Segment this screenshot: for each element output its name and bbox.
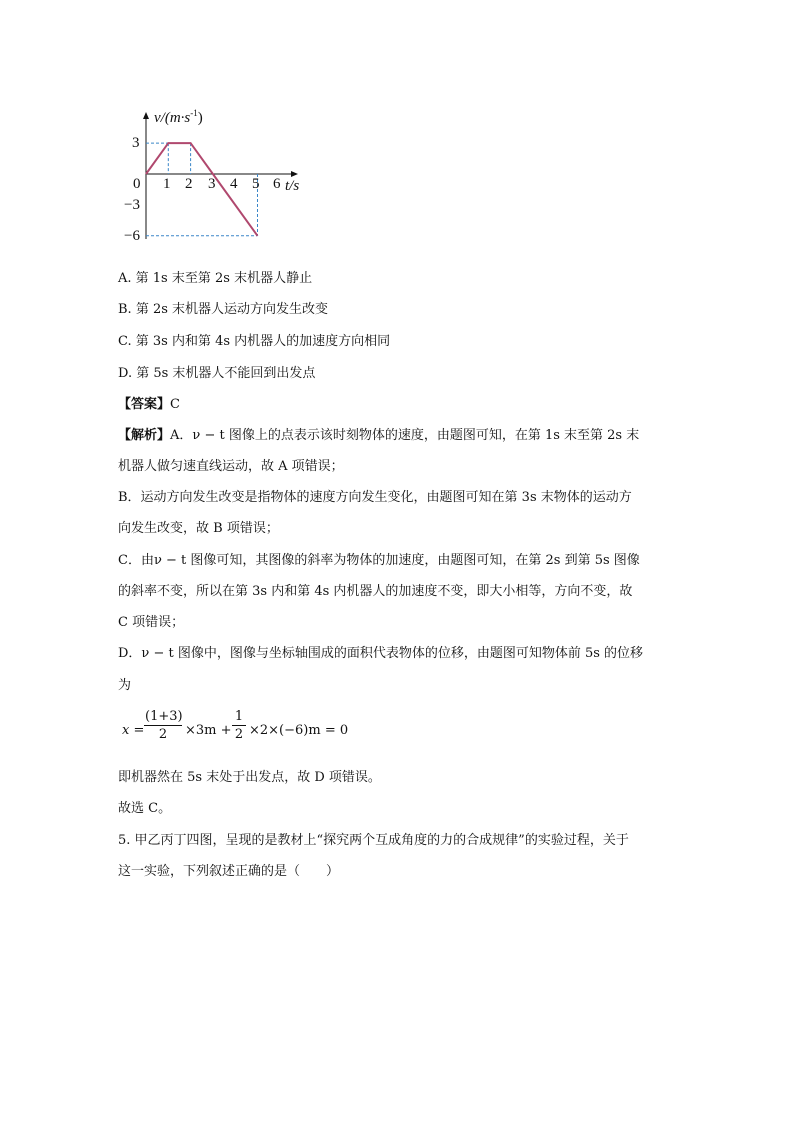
question-5-line-2: 这一实验，下列叙述正确的是（ ） xyxy=(118,864,340,879)
y-tick-3: 3 xyxy=(132,135,140,151)
x-tick-1: 1 xyxy=(163,176,171,192)
displacement-formula xyxy=(118,708,378,752)
y-tick-neg6: −6 xyxy=(124,228,140,244)
answer-line xyxy=(118,396,180,414)
option-c: C. 第 3s 内和第 4s 内机器人的加速度方向相同 xyxy=(118,334,391,349)
analysis-text-1: A．ν − t 图像上的点表示该时刻物体的速度，由题图可知，在第 1s 末至第 2s 末 xyxy=(170,428,640,443)
analysis-line-7: C 项错误； xyxy=(118,615,185,630)
option-d: D. 第 5s 末机器人不能回到出发点 xyxy=(118,366,316,381)
x-tick-3: 3 xyxy=(208,176,216,192)
fraction-1-denominator: 2 xyxy=(158,727,168,742)
option-a: A. 第 1s 末至第 2s 末机器人静止 xyxy=(118,271,313,286)
analysis-line-4: 向发生改变，故 B 项错误； xyxy=(118,521,279,536)
analysis-line-2: 机器人做匀速直线运动，故 A 项错误； xyxy=(118,459,344,474)
fraction-2-numerator: 1 xyxy=(232,708,246,726)
analysis-line-3: B．运动方向发生改变是指物体的速度方向发生变化，由题图可知在第 3s 末物体的运动方 xyxy=(118,490,632,505)
analysis-line-1 xyxy=(118,427,639,445)
fraction-2 xyxy=(232,708,246,743)
x-tick-4: 4 xyxy=(230,176,238,192)
option-b: B. 第 2s 末机器人运动方向发生改变 xyxy=(118,302,329,317)
analysis-line-8: D．ν − t 图像中，图像与坐标轴围成的面积代表物体的位移，由题图可知物体前 5s 的位移 xyxy=(118,646,644,661)
y-axis-label: $v/(m\cdot s^{-1})$ xyxy=(154,108,203,126)
x-tick-2: 2 xyxy=(185,176,193,192)
y-axis-arrow xyxy=(143,112,149,119)
x-tick-6: 6 xyxy=(273,176,281,192)
velocity-time-graph xyxy=(124,104,318,254)
conclusion-line: 即机器然在 5s 末处于出发点，故 D 项错误。 xyxy=(118,770,381,785)
answer-value: C xyxy=(170,397,180,412)
formula-middle-1: ×3m + xyxy=(185,723,232,738)
choose-line: 故选 C。 xyxy=(118,801,172,816)
origin-label: 0 xyxy=(133,176,141,192)
y-tick-neg3: −3 xyxy=(124,197,140,213)
analysis-label: 【解析】 xyxy=(118,428,171,443)
fraction-1-numerator: (1+3) xyxy=(145,709,183,724)
question-5-line-1: 5. 甲乙丙丁四图，呈现的是教材上“探究两个互成角度的力的合成规律”的实验过程，关于 xyxy=(118,833,629,848)
formula-middle-2: ×2×(−6)m = 0 xyxy=(249,723,349,738)
fraction-2-denominator: 2 xyxy=(234,727,244,742)
fraction-1 xyxy=(144,708,182,743)
x-tick-5: 5 xyxy=(252,176,260,192)
x-axis-arrow xyxy=(291,171,298,177)
analysis-line-9: 为 xyxy=(118,678,132,693)
analysis-line-6: 的斜率不变，所以在第 3s 内和第 4s 内机器人的加速度不变，即大小相等，方向不变，故 xyxy=(118,584,633,599)
x-axis-label: t/s xyxy=(285,178,300,194)
answer-label: 【答案】 xyxy=(118,397,171,412)
analysis-line-5: C．由ν − t 图像可知，其图像的斜率为物体的加速度，由题图可知，在第 2s 到第 5s 图像 xyxy=(118,553,640,568)
formula-lhs: x = xyxy=(122,723,145,738)
